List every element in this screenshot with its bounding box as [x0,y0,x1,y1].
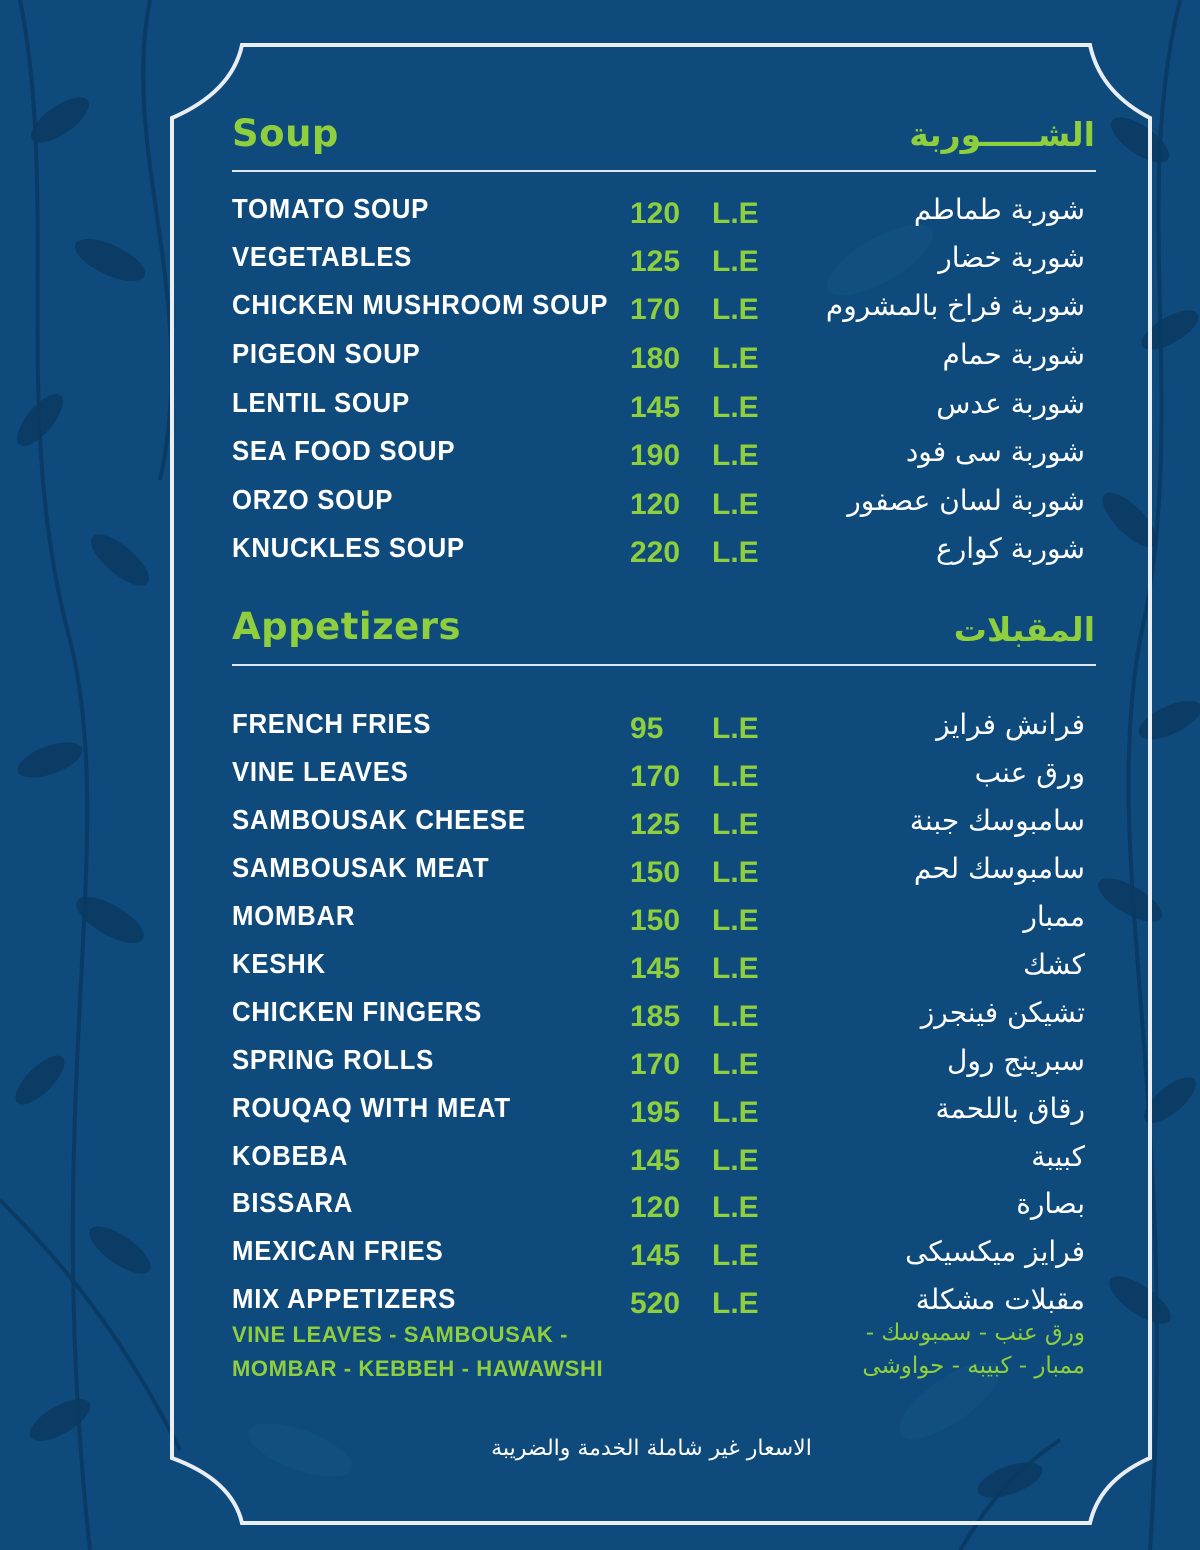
item-price: 150 [630,856,681,889]
item-name-en: KOBEBA [232,1140,349,1171]
item-name-en: MIX APPETIZERS [232,1283,457,1314]
item-name-en: ORZO SOUP [232,484,394,515]
item-currency: L.E [712,1096,759,1129]
item-currency: L.E [712,439,759,472]
item-name-ar: مقبلات مشكلة [915,1283,1085,1316]
menu-item [0,241,1200,289]
item-name-en: KNUCKLES SOUP [232,532,465,563]
item-currency: L.E [712,488,759,521]
item-currency: L.E [712,856,759,889]
item-name-ar: شوربة فراخ بالمشروم [825,289,1085,322]
item-price: 145 [630,391,681,424]
item-currency: L.E [712,712,759,745]
item-name-en: VEGETABLES [232,241,413,272]
item-name-ar: شوربة طماطم [913,193,1085,226]
item-price: 195 [630,1096,681,1129]
item-price: 150 [630,904,681,937]
menu-item [0,289,1200,337]
menu-item [0,708,1200,756]
item-price: 120 [630,1191,681,1224]
item-name-en: PIGEON SOUP [232,338,421,369]
item-name-ar: شوربة عدس [936,387,1085,420]
menu-item [0,387,1200,435]
item-price: 170 [630,760,681,793]
item-price: 520 [630,1287,681,1320]
item-price: 180 [630,342,681,375]
item-name-en: SEA FOOD SOUP [232,435,456,466]
menu-item [0,1140,1200,1188]
item-price: 95 [630,712,664,745]
item-name-en: BISSARA [232,1187,354,1218]
item-name-ar: رقاق باللحمة [935,1092,1085,1125]
soup-title-en: Soup [232,112,339,155]
item-name-ar: شوربة كوارع [936,532,1085,565]
item-currency: L.E [712,1000,759,1033]
item-price: 145 [630,1144,681,1177]
item-price: 185 [630,1000,681,1033]
item-name-ar: كشك [1023,948,1085,981]
item-currency: L.E [712,808,759,841]
menu-item [0,996,1200,1044]
item-price: 120 [630,488,681,521]
item-price: 190 [630,439,681,472]
item-name-ar: سامبوسك لحم [913,852,1085,885]
item-name-en: CHICKEN MUSHROOM SOUP [232,289,609,320]
item-name-ar: شوربة حمام [942,338,1085,371]
appetizers-title-ar: المقبلات [953,610,1095,649]
item-name-en: SAMBOUSAK MEAT [232,852,490,883]
item-currency: L.E [712,760,759,793]
item-name-en: KESHK [232,948,326,979]
item-price: 125 [630,245,681,278]
mix-note-ar-line1: ورق عنب - سمبوسك - [865,1320,1085,1346]
item-name-en: MEXICAN FRIES [232,1235,444,1266]
menu-item [0,948,1200,996]
item-name-en: ROUQAQ WITH MEAT [232,1092,511,1123]
item-currency: L.E [712,342,759,375]
item-currency: L.E [712,904,759,937]
menu-item [0,852,1200,900]
menu-item [0,532,1200,580]
item-currency: L.E [712,391,759,424]
menu-item [0,1044,1200,1092]
prices-exclude-tax-note: الاسعار غير شاملة الخدمة والضريبة [491,1436,812,1461]
item-name-en: SPRING ROLLS [232,1044,435,1075]
item-name-ar: سبرينج رول [947,1044,1085,1077]
mix-note-en-line2: MOMBAR - KEBBEH - HAWAWSHI [232,1356,604,1381]
item-name-en: VINE LEAVES [232,756,409,787]
item-name-en: TOMATO SOUP [232,193,430,224]
item-price: 170 [630,293,681,326]
item-price: 170 [630,1048,681,1081]
menu-item [0,435,1200,483]
item-currency: L.E [712,1239,759,1272]
menu-item [0,1092,1200,1140]
item-price: 145 [630,1239,681,1272]
menu-item [0,1235,1200,1283]
menu-item [0,804,1200,852]
mix-note-en-line1: VINE LEAVES - SAMBOUSAK - [232,1322,569,1347]
item-name-ar: تشيكن فينجرز [920,996,1085,1029]
item-name-ar: فرانش فرايز [936,708,1085,741]
item-name-ar: سامبوسك جبنة [909,804,1085,837]
item-price: 145 [630,952,681,985]
item-name-en: FRENCH FRIES [232,708,432,739]
item-price: 120 [630,197,681,230]
menu-item [0,484,1200,532]
menu-item [0,338,1200,386]
item-currency: L.E [712,197,759,230]
item-name-en: MOMBAR [232,900,356,931]
item-name-ar: بصارة [1016,1187,1085,1220]
menu-item [0,1187,1200,1235]
appetizers-divider [232,664,1096,666]
item-name-ar: شوربة خضار [938,241,1085,274]
item-name-en: CHICKEN FINGERS [232,996,483,1027]
item-currency: L.E [712,293,759,326]
menu-item [0,193,1200,241]
soup-divider [232,170,1096,172]
item-currency: L.E [712,536,759,569]
item-name-ar: ممبار [1023,900,1085,933]
menu-item [0,756,1200,804]
item-name-ar: شوربة لسان عصفور [847,484,1085,517]
soup-title-ar: الشـــــوربة [909,115,1095,154]
item-currency: L.E [712,1144,759,1177]
item-name-ar: ورق عنب [974,756,1085,789]
item-price: 125 [630,808,681,841]
item-name-ar: شوربة سى فود [905,435,1085,468]
item-name-ar: كبيبة [1031,1140,1085,1173]
item-currency: L.E [712,952,759,985]
item-name-en: LENTIL SOUP [232,387,410,418]
appetizers-title-en: Appetizers [232,605,461,648]
item-currency: L.E [712,1287,759,1320]
item-currency: L.E [712,245,759,278]
item-currency: L.E [712,1191,759,1224]
item-name-en: SAMBOUSAK CHEESE [232,804,526,835]
menu-item [0,900,1200,948]
mix-note-ar-line2: ممبار - كبيبه - حواوشى [862,1353,1085,1379]
item-name-ar: فرايز ميكسيكى [905,1235,1085,1268]
item-price: 220 [630,536,681,569]
item-currency: L.E [712,1048,759,1081]
